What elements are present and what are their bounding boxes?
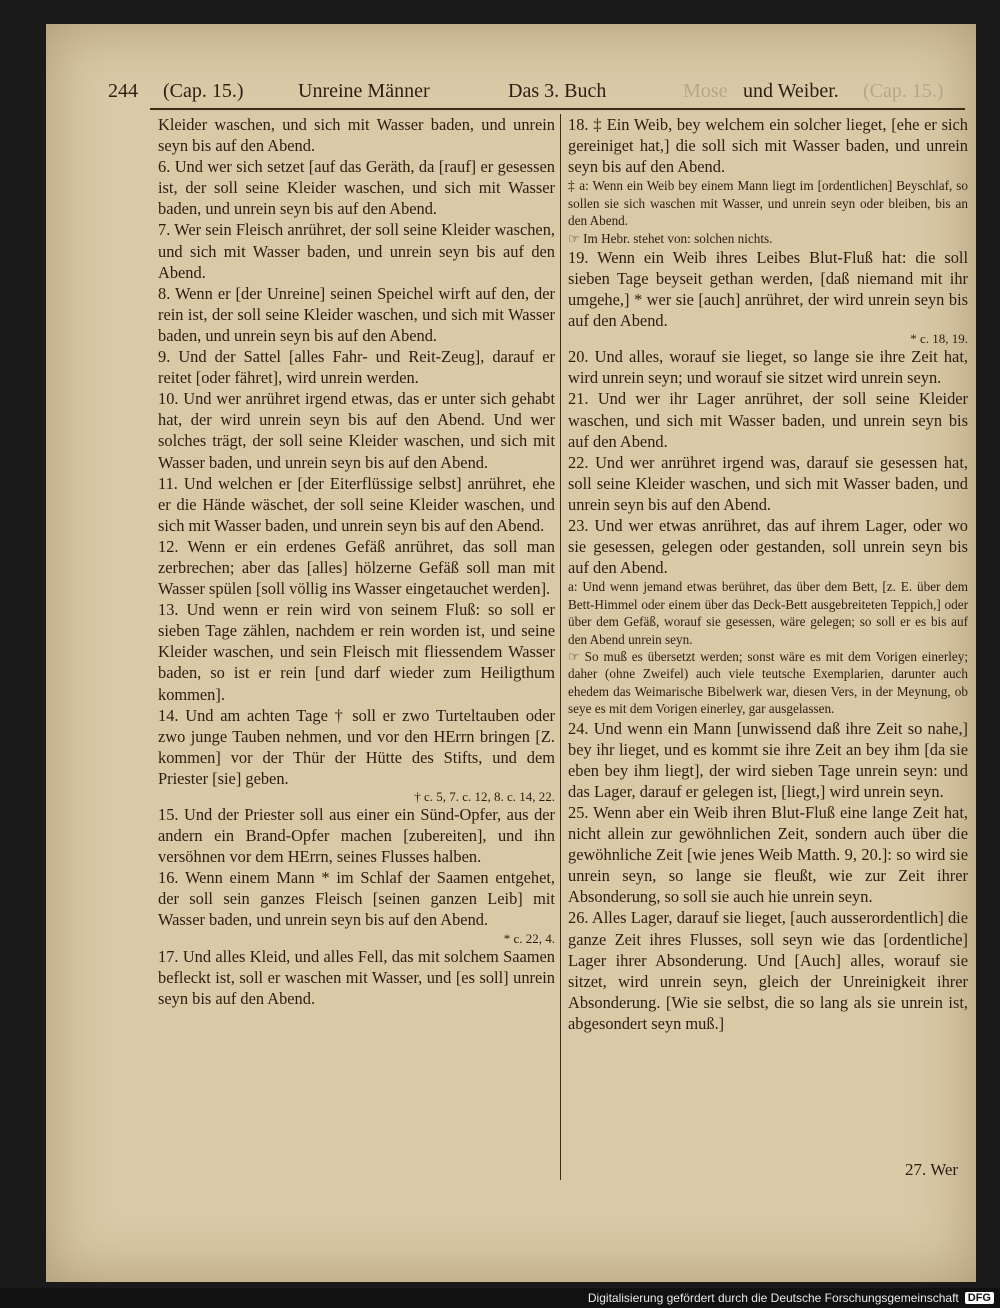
left-running-title: Unreine Männer [298, 79, 430, 102]
left-column [158, 114, 555, 1009]
verse-8: 8. Wenn er [der Unreine] seinen Speichel wirft auf den, der rein ist, der soll seine Kleider waschen, und sich mit Wasser baden, und unrein seyn bis auf den Abend. [158, 283, 555, 345]
bleed-through-chapter: (Cap. 15.) [863, 79, 944, 102]
note-18-hebrew: ☞ Im Hebr. stehet von: solchen nichts. [568, 230, 773, 246]
verse-20: 20. Und alles, worauf sie lieget, so lange sie ihre Zeit hat, wird unrein seyn; und worauf sie sitzet wird unrein seyn. [568, 347, 968, 388]
verse-11: 11. Und welchen er [der Eiterflüssige selbst] anrühret, ehe er die Hände wäschet, der soll seine Kleider waschen, und sich mit Wasser baden, und unrein seyn bis auf den Abend. [158, 473, 555, 535]
book-title: Das 3. Buch [508, 79, 607, 102]
cross-reference-14: † c. 5, 7. c. 12, 8. c. 14, 22. [414, 789, 555, 804]
verse-16: 16. Wenn einem Mann * im Schlaf der Saamen entgehet, der soll sein ganzes Fleisch [seinen ganzen Leib] mit Wasser baden, und unrein seyn bis auf den Abend. [158, 868, 555, 930]
bleed-through-text: Mose [683, 79, 728, 102]
running-header [108, 76, 968, 106]
right-running-title: und Weiber. [743, 79, 839, 102]
note-18: ‡ a: Wenn ein Weib bey einem Mann liegt im [ordentlichen] Beyschlaf, so sollen sie sich waschen mit Wasser, und unrein seyn oder bleiben, bis an den Abend. [568, 178, 968, 229]
digitization-footer [0, 1288, 1000, 1308]
verse-6: 6. Und wer sich setzet [auf das Geräth, da [rauf] er gesessen ist, der soll seine Kleider waschen, und sich mit Wasser baden, und unrein seyn bis auf den Abend. [158, 157, 555, 219]
note-23-commentary: ☞ So muß es übersetzt werden; sonst wäre es mit dem Vorigen einerley; daher (ohne Zweifel) auch viele teutsche Exemplarien, darunter auch ehedem das Weimarische Bibelwerk war, diesen Vers, in der Meynung, ob seye es mit dem Vorigen einerley, gar ausgelassen. [568, 648, 968, 717]
header-rule [150, 108, 965, 110]
verse-7: 7. Wer sein Fleisch anrühret, der soll seine Kleider waschen, und sich mit Wasser baden, und unrein seyn bis auf den Abend. [158, 220, 555, 282]
cross-reference-19: * c. 18, 19. [910, 331, 968, 347]
verse-12: 12. Wenn er ein erdenes Gefäß anrühret, das soll man zerbrechen; aber das [alles] hölzerne Gefäß soll man mit Wasser spülen [soll völlig ins Wasser eingetauchet werden]. [158, 536, 555, 599]
verse-13: 13. Und wenn er rein wird von seinem Fluß: so soll er sieben Tage zählen, nachdem er rein worden ist, und seine Kleider waschen, und sein Fleisch mit fliessendem Wasser baden, so ist er rein [und darf wieder zum Heiligthum kommen]. [158, 600, 555, 704]
column-divider [560, 114, 561, 1180]
verse-26: 26. Alles Lager, darauf sie lieget, [auch ausserordentlich] die ganze Zeit ihres Flusses, soll seyn wie das [ordentliche] Lager ihrer Absonderung. Und [Auch] alles, worauf sie sitzet, wird unrein seyn, gleich der Unreinigkeit ihrer Absonderung. [Wie sie selbst, die so lang als sie unrein ist, abgesondert seyn muß.] [568, 908, 968, 1033]
page-number: 244 [108, 79, 138, 102]
verse-18: 18. ‡ Ein Weib, bey welchem ein solcher lieget, [ehe er sich gereiniget hat,] die soll sich mit Wasser baden, und unrein seyn bis auf den Abend. [568, 115, 968, 177]
verse-10: 10. Und wer anrühret irgend etwas, das er unter sich gehabt hat, der wird unrein seyn bis auf den Abend. Und wer solches trägt, der soll seine Kleider waschen, und sich mit Wasser baden, und unrein seyn bis auf den Abend. [158, 389, 555, 472]
verse-22: 22. Und wer anrühret irgend was, darauf sie gesessen hat, soll seine Kleider waschen, und sich mit Wasser baden, und unrein seyn bis auf den Abend. [568, 452, 968, 514]
verse-14: 14. Und am achten Tage † soll er zwo Turteltauben oder zwo junge Tauben nehmen, und vor den HErrn bringen [Z. kommen] vor der Thür der Hütte des Stifts, und dem Priester [sie] geben. [158, 705, 555, 788]
cross-reference-16: * c. 22, 4. [503, 930, 555, 946]
verse-24: 24. Und wenn ein Mann [unwissend daß ihre Zeit so nahe,] bey ihr lieget, und es kommt sie ihre Zeit an bey ihm [da sie eben bey ihm liegt], der wird sieben Tage unrein seyn: und das Lager, darauf er gelegen ist, [liegt,] wird unrein seyn. [568, 718, 968, 801]
verse-21: 21. Und wer ihr Lager anrühret, der soll seine Kleider waschen, und sich mit Wasser baden, und unrein seyn bis auf den Abend. [568, 389, 968, 451]
verse-5-end: Kleider waschen, und sich mit Wasser baden, und unrein seyn bis auf den Abend. [158, 115, 555, 156]
dfg-logo: DFG [965, 1292, 994, 1304]
catchword: 27. Wer [905, 1160, 959, 1179]
chapter-ref: (Cap. 15.) [163, 79, 244, 102]
note-23: a: Und wenn jemand etwas berühret, das über dem Bett, [z. E. über dem Bett-Himmel oder einem über das Deck-Bett ausgebreiteten Teppich,] oder über dem Gefäß, worauf sie gesessen, wäre gelegen; so soll er es bis auf den Abend unrein seyn. [568, 579, 968, 647]
verse-15: 15. Und der Priester soll aus einer ein Sünd-Opfer, aus der andern ein Brand-Opfer machen [zubereiten], und ihn versöhnen vor dem HErrn, seines Flusses halben. [158, 805, 555, 867]
verse-17: 17. Und alles Kleid, und alles Fell, das mit solchem Saamen befleckt ist, soll er waschen mit Wasser, und [es soll] unrein seyn bis auf den Abend. [158, 946, 555, 1008]
right-column [568, 114, 968, 1034]
verse-25: 25. Wenn aber ein Weib ihren Blut-Fluß eine lange Zeit hat, nicht allein zur gewöhnlichen Zeit, sondern auch über die gewöhnliche Zeit [wie jenes Weib Matth. 9, 20.]: so wird sie unrein seyn, so lange sie fleußt, wie zur Zeit ihrer Absonderung, so soll sie auch hie unrein seyn. [568, 802, 968, 907]
verse-23: 23. Und wer etwas anrühret, das auf ihrem Lager, oder wo sie gesessen, gelegen oder gestanden, soll unrein seyn bis auf den Abend. [568, 516, 968, 578]
verse-19: 19. Wenn ein Weib ihres Leibes Blut-Fluß hat: die soll sieben Tage beyseit gethan werden, [daß niemand mit ihr umgehe,] * wer sie [auch] anrühret, der wird unrein seyn bis auf den Abend. [568, 247, 968, 331]
verse-9: 9. Und der Sattel [alles Fahr- und Reit-Zeug], darauf er reitet [oder fähret], wird unrein werden. [158, 347, 555, 388]
funding-notice: Digitalisierung gefördert durch die Deutsche Forschungsgemeinschaft [587, 1291, 959, 1305]
